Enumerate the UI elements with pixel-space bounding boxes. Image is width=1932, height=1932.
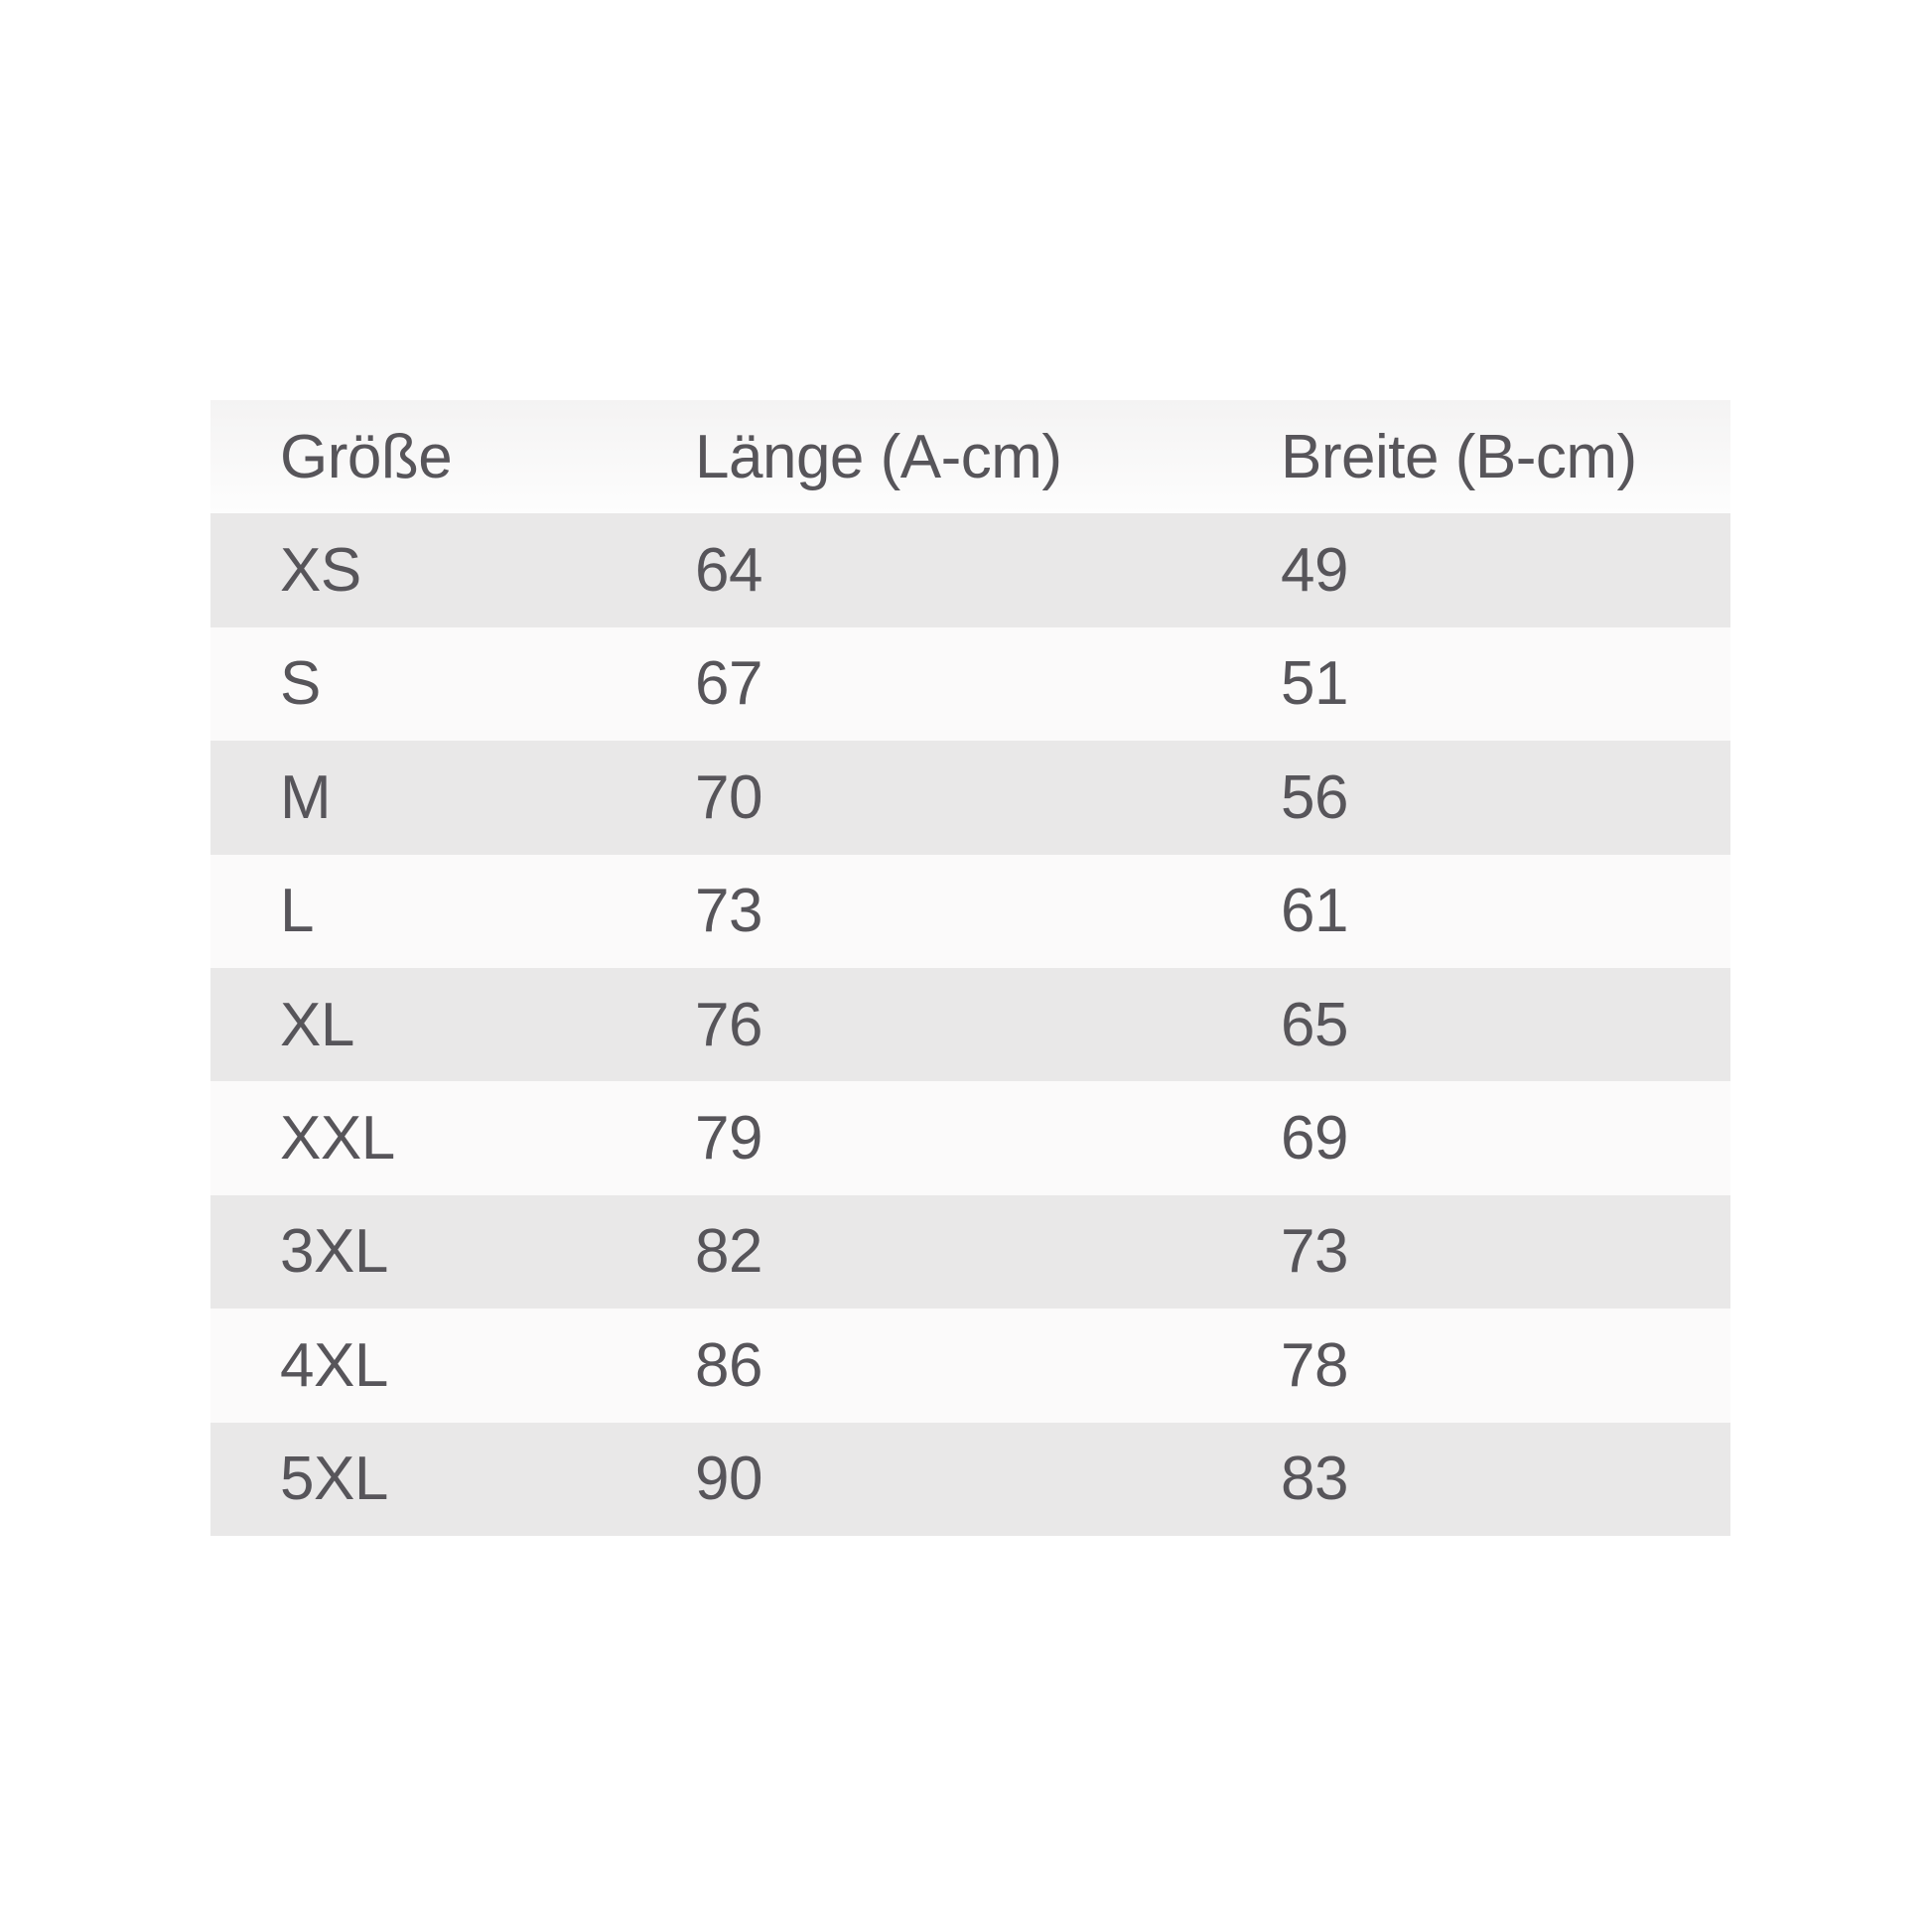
- column-header-size: Größe: [280, 422, 453, 491]
- cell-width: 56: [1281, 762, 1348, 832]
- cell-width: 78: [1281, 1330, 1348, 1400]
- cell-size: M: [280, 762, 332, 832]
- cell-size: XXL: [280, 1104, 395, 1173]
- cell-length: 76: [695, 990, 762, 1059]
- cell-length: 79: [695, 1104, 762, 1173]
- cell-size: 3XL: [280, 1217, 388, 1287]
- cell-width: 61: [1281, 877, 1348, 946]
- table-row: [210, 1423, 1730, 1536]
- cell-width: 73: [1281, 1217, 1348, 1287]
- cell-length: 64: [695, 536, 762, 606]
- cell-length: 86: [695, 1330, 762, 1400]
- table-row: [210, 968, 1730, 1081]
- table-row: [210, 741, 1730, 854]
- cell-size: XL: [280, 990, 354, 1059]
- cell-width: 51: [1281, 649, 1348, 719]
- table-row: [210, 1081, 1730, 1194]
- column-header-width: Breite (B-cm): [1281, 422, 1637, 491]
- table-header-row: [210, 400, 1730, 513]
- cell-width: 49: [1281, 536, 1348, 606]
- cell-length: 82: [695, 1217, 762, 1287]
- column-header-length: Länge (A-cm): [695, 422, 1062, 491]
- table-row: [210, 1309, 1730, 1422]
- cell-length: 90: [695, 1445, 762, 1514]
- cell-size: L: [280, 877, 314, 946]
- table-row: [210, 1195, 1730, 1309]
- cell-width: 83: [1281, 1445, 1348, 1514]
- cell-width: 69: [1281, 1104, 1348, 1173]
- table-row: [210, 513, 1730, 626]
- size-chart-table: [210, 400, 1730, 1536]
- cell-length: 70: [695, 762, 762, 832]
- cell-length: 73: [695, 877, 762, 946]
- cell-size: XS: [280, 536, 361, 606]
- cell-length: 67: [695, 649, 762, 719]
- cell-size: 4XL: [280, 1330, 388, 1400]
- table-row: [210, 627, 1730, 741]
- cell-size: S: [280, 649, 321, 719]
- table-row: [210, 855, 1730, 968]
- cell-width: 65: [1281, 990, 1348, 1059]
- cell-size: 5XL: [280, 1445, 388, 1514]
